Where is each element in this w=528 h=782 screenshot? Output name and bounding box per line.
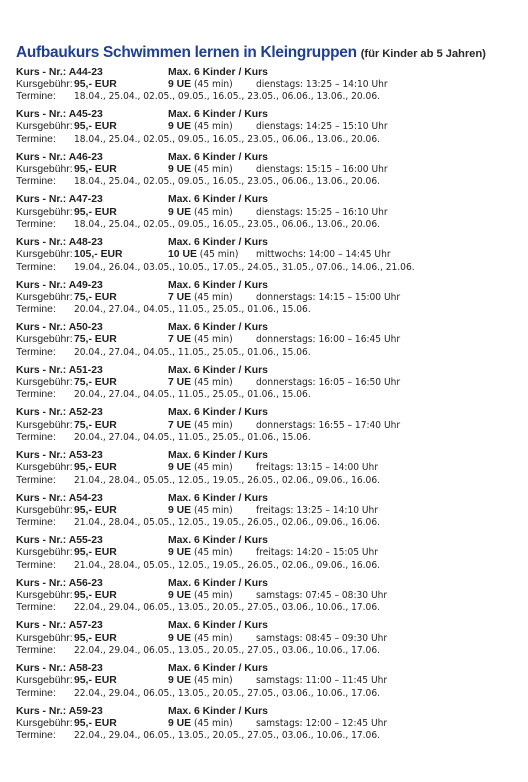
units-duration: (45 min): [194, 504, 233, 516]
fee-value: 95,- EUR: [74, 462, 117, 474]
course-time: freitags: 13:15 – 14:00 Uhr: [256, 462, 379, 474]
course-number: [16, 365, 103, 377]
course-entry: [16, 237, 521, 274]
course-number-label: Kurs - Nr.:: [16, 151, 67, 163]
course-fee-row: [16, 420, 521, 432]
course-entry: [16, 152, 521, 189]
units-value: [168, 675, 233, 687]
fee-label: Kursgebühr:: [16, 249, 73, 261]
course-time: donnerstags: 14:15 – 15:00 Uhr: [256, 291, 401, 303]
dates-value: 18.04., 25.04., 02.05., 09.05., 16.05., 23.05., 06.06., 13.06., 20.06.: [74, 91, 380, 103]
course-time: donnerstags: 16:05 – 16:50 Uhr: [256, 377, 401, 389]
course-dates-row: [16, 389, 521, 401]
units-value: [168, 462, 233, 474]
course-entry: [16, 365, 521, 402]
course-dates-row: [16, 176, 521, 188]
dates-label: Termine:: [16, 219, 56, 231]
units-value: [168, 633, 233, 645]
course-number-value: A56-23: [68, 577, 103, 589]
units-count: 9 UE: [168, 675, 192, 687]
fee-value: 95,- EUR: [74, 504, 117, 516]
max-participants: Max. 6 Kinder / Kurs: [168, 236, 268, 248]
course-dates-row: [16, 475, 521, 487]
fee-value: 75,- EUR: [74, 291, 117, 303]
course-entry: [16, 535, 521, 572]
units-duration: (45 min): [194, 675, 233, 687]
course-number: [16, 152, 103, 164]
max-participants: Max. 6 Kinder / Kurs: [168, 109, 268, 121]
course-fee-row: [16, 164, 521, 176]
fee-value: 95,- EUR: [74, 717, 117, 729]
course-header-row: [16, 152, 521, 164]
dates-label: Termine:: [16, 474, 56, 486]
dates-value: 22.04., 29.04., 06.05., 13.05., 20.05., 27.05., 03.06., 10.06., 17.06.: [74, 602, 380, 614]
course-header-row: [16, 493, 521, 505]
course-number-label: Kurs - Nr.:: [16, 492, 67, 504]
dates-label: Termine:: [16, 389, 56, 401]
course-header-row: [16, 237, 521, 249]
course-header-row: [16, 109, 521, 121]
course-header-row: [16, 322, 521, 334]
dates-value: 22.04., 29.04., 06.05., 13.05., 20.05., 27.05., 03.06., 10.06., 17.06.: [74, 730, 380, 742]
units-duration: (45 min): [194, 78, 233, 90]
course-time: freitags: 13:25 – 14:10 Uhr: [256, 504, 379, 516]
dates-value: 18.04., 25.04., 02.05., 09.05., 16.05., 23.05., 06.06., 13.06., 20.06.: [74, 133, 380, 145]
course-header-row: [16, 620, 521, 632]
course-number-value: A46-23: [68, 151, 103, 163]
course-number: [16, 493, 103, 505]
course-time: mittwochs: 14:00 – 14:45 Uhr: [256, 249, 391, 261]
units-value: [168, 164, 233, 176]
course-number-value: A51-23: [68, 364, 103, 376]
units-count: 9 UE: [168, 504, 192, 516]
units-duration: (45 min): [194, 547, 233, 559]
max-participants: Max. 6 Kinder / Kurs: [168, 535, 268, 547]
dates-label: Termine:: [16, 304, 56, 316]
course-number: [16, 663, 103, 675]
fee-label: Kursgebühr:: [16, 206, 73, 218]
course-fee-row: [16, 718, 521, 730]
title-subtitle: (für Kinder ab 5 Jahren): [360, 48, 486, 60]
course-entry: [16, 663, 521, 700]
course-dates-row: [16, 304, 521, 316]
max-participants: Max. 6 Kinder / Kurs: [168, 577, 268, 589]
course-entry: [16, 280, 521, 317]
course-dates-row: [16, 602, 521, 614]
units-duration: (45 min): [199, 249, 239, 261]
course-number-value: A45-23: [68, 109, 103, 121]
course-number-label: Kurs - Nr.:: [16, 236, 67, 248]
course-fee-row: [16, 207, 521, 219]
course-time: donnerstags: 16:00 – 16:45 Uhr: [256, 334, 401, 346]
units-duration: (45 min): [194, 334, 233, 346]
course-number-label: Kurs - Nr.:: [16, 279, 67, 291]
course-time: samstags: 08:45 – 09:30 Uhr: [256, 632, 388, 644]
course-dates-row: [16, 517, 521, 529]
course-fee-row: [16, 505, 521, 517]
course-entry: [16, 67, 521, 104]
dates-value: 21.04., 28.04., 05.05., 12.05., 19.05., 26.05., 02.06., 09.06., 16.06.: [74, 474, 380, 486]
fee-label: Kursgebühr:: [16, 377, 73, 389]
max-participants: Max. 6 Kinder / Kurs: [168, 662, 268, 674]
units-value: [168, 121, 233, 133]
fee-label: Kursgebühr:: [16, 291, 73, 303]
units-count: 9 UE: [168, 547, 192, 559]
course-fee-row: [16, 377, 521, 389]
course-fee-row: [16, 121, 521, 133]
units-count: 7 UE: [168, 334, 192, 346]
dates-value: 20.04., 27.04., 04.05., 11.05., 25.05., 01.06., 15.06.: [74, 304, 311, 316]
course-entry: [16, 493, 521, 530]
dates-label: Termine:: [16, 432, 56, 444]
course-number: [16, 67, 103, 79]
fee-label: Kursgebühr:: [16, 462, 73, 474]
units-value: [168, 249, 238, 261]
course-time: freitags: 14:20 – 15:05 Uhr: [256, 547, 379, 559]
course-number-value: A47-23: [68, 194, 103, 206]
course-header-row: [16, 365, 521, 377]
course-header-row: [16, 578, 521, 590]
course-time: samstags: 07:45 – 08:30 Uhr: [256, 590, 388, 602]
course-number-label: Kurs - Nr.:: [16, 620, 67, 632]
course-number-value: A48-23: [68, 236, 103, 248]
dates-value: 18.04., 25.04., 02.05., 09.05., 16.05., 23.05., 06.06., 13.06., 20.06.: [74, 219, 380, 231]
course-dates-row: [16, 347, 521, 359]
dates-value: 20.04., 27.04., 04.05., 11.05., 25.05., 01.06., 15.06.: [74, 432, 311, 444]
units-value: [168, 207, 233, 219]
max-participants: Max. 6 Kinder / Kurs: [168, 705, 268, 717]
units-count: 9 UE: [168, 632, 192, 644]
course-number: [16, 535, 103, 547]
fee-value: 95,- EUR: [74, 121, 117, 133]
max-participants: Max. 6 Kinder / Kurs: [168, 620, 268, 632]
course-header-row: [16, 194, 521, 206]
course-number-label: Kurs - Nr.:: [16, 66, 67, 78]
fee-value: 95,- EUR: [74, 206, 117, 218]
course-number-value: A58-23: [68, 662, 103, 674]
units-count: 7 UE: [168, 291, 192, 303]
course-entry: [16, 620, 521, 657]
dates-label: Termine:: [16, 261, 56, 273]
course-header-row: [16, 407, 521, 419]
units-duration: (45 min): [194, 717, 233, 729]
course-number-label: Kurs - Nr.:: [16, 194, 67, 206]
dates-label: Termine:: [16, 176, 56, 188]
units-count: 9 UE: [168, 590, 192, 602]
max-participants: Max. 6 Kinder / Kurs: [168, 194, 268, 206]
course-time: dienstags: 14:25 – 15:10 Uhr: [256, 121, 388, 133]
fee-value: 95,- EUR: [74, 590, 117, 602]
course-entry: [16, 322, 521, 359]
fee-label: Kursgebühr:: [16, 78, 73, 90]
course-entry: [16, 450, 521, 487]
course-dates-row: [16, 432, 521, 444]
course-time: donnerstags: 16:55 – 17:40 Uhr: [256, 419, 401, 431]
units-count: 9 UE: [168, 206, 192, 218]
course-number-value: A52-23: [68, 407, 103, 419]
max-participants: Max. 6 Kinder / Kurs: [168, 66, 268, 78]
course-time: dienstags: 15:25 – 16:10 Uhr: [256, 206, 388, 218]
dates-value: 22.04., 29.04., 06.05., 13.05., 20.05., 27.05., 03.06., 10.06., 17.06.: [74, 645, 380, 657]
course-fee-row: [16, 462, 521, 474]
fee-label: Kursgebühr:: [16, 121, 73, 133]
course-fee-row: [16, 590, 521, 602]
units-count: 9 UE: [168, 462, 192, 474]
fee-value: 95,- EUR: [74, 164, 117, 176]
dates-value: 18.04., 25.04., 02.05., 09.05., 16.05., 23.05., 06.06., 13.06., 20.06.: [74, 176, 380, 188]
course-number: [16, 194, 103, 206]
course-header-row: [16, 450, 521, 462]
fee-label: Kursgebühr:: [16, 419, 73, 431]
fee-label: Kursgebühr:: [16, 334, 73, 346]
units-duration: (45 min): [194, 590, 233, 602]
course-time: samstags: 11:00 – 11:45 Uhr: [256, 675, 388, 687]
course-time: samstags: 12:00 – 12:45 Uhr: [256, 717, 388, 729]
course-number-value: A54-23: [68, 492, 103, 504]
units-value: [168, 79, 233, 91]
course-number: [16, 322, 103, 334]
course-number-label: Kurs - Nr.:: [16, 535, 67, 547]
max-participants: Max. 6 Kinder / Kurs: [168, 364, 268, 376]
course-entry: [16, 109, 521, 146]
course-fee-row: [16, 292, 521, 304]
course-number-label: Kurs - Nr.:: [16, 449, 67, 461]
units-value: [168, 718, 233, 730]
course-entry: [16, 194, 521, 231]
course-entry: [16, 578, 521, 615]
course-number-label: Kurs - Nr.:: [16, 364, 67, 376]
page-title: [16, 44, 521, 62]
course-number: [16, 280, 103, 292]
fee-label: Kursgebühr:: [16, 675, 73, 687]
units-count: 9 UE: [168, 164, 192, 176]
course-number-value: A50-23: [68, 322, 103, 334]
course-fee-row: [16, 547, 521, 559]
max-participants: Max. 6 Kinder / Kurs: [168, 322, 268, 334]
course-fee-row: [16, 675, 521, 687]
dates-value: 19.04., 26.04., 03.05., 10.05., 17.05., 24.05., 31.05., 07.06., 14.06., 21.06.: [74, 261, 415, 273]
units-value: [168, 334, 233, 346]
course-fee-row: [16, 79, 521, 91]
units-count: 9 UE: [168, 717, 192, 729]
course-number-label: Kurs - Nr.:: [16, 109, 67, 121]
fee-value: 95,- EUR: [74, 632, 117, 644]
units-duration: (45 min): [194, 377, 233, 389]
units-duration: (45 min): [194, 462, 233, 474]
dates-label: Termine:: [16, 602, 56, 614]
course-number: [16, 109, 103, 121]
fee-value: 95,- EUR: [74, 675, 117, 687]
fee-value: 95,- EUR: [74, 78, 117, 90]
course-time: dienstags: 13:25 – 14:10 Uhr: [256, 78, 388, 90]
fee-value: 75,- EUR: [74, 334, 117, 346]
dates-label: Termine:: [16, 730, 56, 742]
course-fee-row: [16, 249, 521, 261]
course-number-value: A53-23: [68, 449, 103, 461]
course-number-label: Kurs - Nr.:: [16, 322, 67, 334]
dates-value: 21.04., 28.04., 05.05., 12.05., 19.05., 26.05., 02.06., 09.06., 16.06.: [74, 517, 380, 529]
course-number-label: Kurs - Nr.:: [16, 662, 67, 674]
course-dates-row: [16, 134, 521, 146]
fee-value: 105,- EUR: [74, 249, 123, 261]
course-header-row: [16, 280, 521, 292]
course-number: [16, 450, 103, 462]
dates-label: Termine:: [16, 91, 56, 103]
fee-label: Kursgebühr:: [16, 504, 73, 516]
units-duration: (45 min): [194, 419, 233, 431]
course-dates-row: [16, 645, 521, 657]
course-dates-row: [16, 560, 521, 572]
dates-value: 22.04., 29.04., 06.05., 13.05., 20.05., 27.05., 03.06., 10.06., 17.06.: [74, 687, 380, 699]
course-dates-row: [16, 730, 521, 742]
units-duration: (45 min): [194, 291, 233, 303]
units-duration: (45 min): [194, 206, 233, 218]
fee-label: Kursgebühr:: [16, 164, 73, 176]
course-entry: [16, 706, 521, 743]
max-participants: Max. 6 Kinder / Kurs: [168, 449, 268, 461]
fee-value: 75,- EUR: [74, 377, 117, 389]
course-number-value: A55-23: [68, 535, 103, 547]
course-dates-row: [16, 688, 521, 700]
course-fee-row: [16, 334, 521, 346]
course-dates-row: [16, 262, 521, 274]
units-count: 9 UE: [168, 121, 192, 133]
course-number-label: Kurs - Nr.:: [16, 577, 67, 589]
course-header-row: [16, 67, 521, 79]
course-time: dienstags: 15:15 – 16:00 Uhr: [256, 164, 388, 176]
max-participants: Max. 6 Kinder / Kurs: [168, 279, 268, 291]
units-value: [168, 547, 233, 559]
course-dates-row: [16, 219, 521, 231]
units-value: [168, 292, 233, 304]
dates-label: Termine:: [16, 517, 56, 529]
course-number: [16, 237, 103, 249]
course-number: [16, 407, 103, 419]
course-number-value: A44-23: [68, 66, 103, 78]
dates-value: 20.04., 27.04., 04.05., 11.05., 25.05., 01.06., 15.06.: [74, 389, 311, 401]
fee-label: Kursgebühr:: [16, 632, 73, 644]
dates-value: 20.04., 27.04., 04.05., 11.05., 25.05., 01.06., 15.06.: [74, 346, 311, 358]
units-duration: (45 min): [194, 164, 233, 176]
max-participants: Max. 6 Kinder / Kurs: [168, 151, 268, 163]
fee-label: Kursgebühr:: [16, 717, 73, 729]
dates-label: Termine:: [16, 133, 56, 145]
course-number-value: A49-23: [68, 279, 103, 291]
course-header-row: [16, 706, 521, 718]
course-number-label: Kurs - Nr.:: [16, 705, 67, 717]
fee-value: 95,- EUR: [74, 547, 117, 559]
units-value: [168, 505, 233, 517]
fee-value: 75,- EUR: [74, 419, 117, 431]
course-dates-row: [16, 91, 521, 103]
units-count: 7 UE: [168, 377, 192, 389]
units-count: 9 UE: [168, 78, 192, 90]
course-number: [16, 706, 103, 718]
units-value: [168, 420, 233, 432]
course-number-value: A57-23: [68, 620, 103, 632]
dates-value: 21.04., 28.04., 05.05., 12.05., 19.05., 26.05., 02.06., 09.06., 16.06.: [74, 559, 380, 571]
dates-label: Termine:: [16, 687, 56, 699]
course-header-row: [16, 663, 521, 675]
units-value: [168, 590, 233, 602]
max-participants: Max. 6 Kinder / Kurs: [168, 407, 268, 419]
course-entry: [16, 407, 521, 444]
dates-label: Termine:: [16, 346, 56, 358]
units-count: 7 UE: [168, 419, 192, 431]
course-number: [16, 620, 103, 632]
units-duration: (45 min): [194, 121, 233, 133]
units-duration: (45 min): [194, 632, 233, 644]
max-participants: Max. 6 Kinder / Kurs: [168, 492, 268, 504]
course-fee-row: [16, 633, 521, 645]
units-count: 10 UE: [168, 249, 197, 261]
title-text: Aufbaukurs Schwimmen lernen in Kleingruppen: [16, 44, 357, 61]
course-number: [16, 578, 103, 590]
course-header-row: [16, 535, 521, 547]
course-number-label: Kurs - Nr.:: [16, 407, 67, 419]
units-value: [168, 377, 233, 389]
dates-label: Termine:: [16, 645, 56, 657]
course-number-value: A59-23: [68, 705, 103, 717]
fee-label: Kursgebühr:: [16, 590, 73, 602]
dates-label: Termine:: [16, 559, 56, 571]
fee-label: Kursgebühr:: [16, 547, 73, 559]
